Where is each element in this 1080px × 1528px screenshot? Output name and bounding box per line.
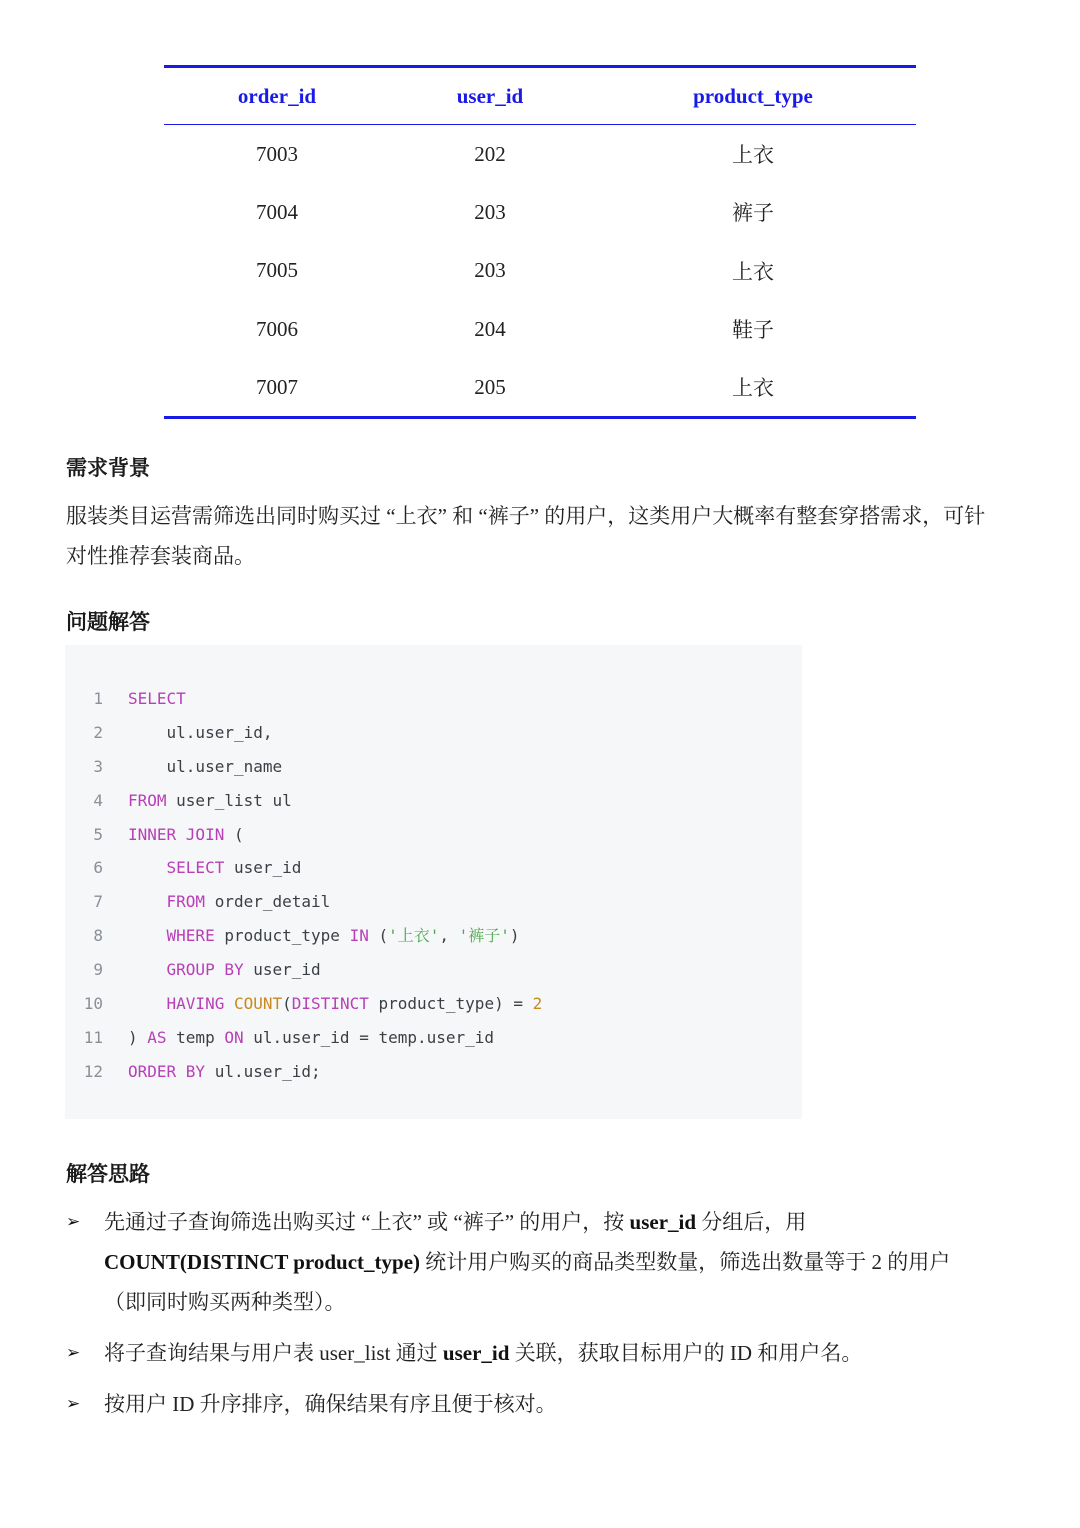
code-text: ul.user_id, (128, 722, 273, 742)
keyword: ON (224, 1027, 244, 1047)
code-line (65, 1021, 542, 1055)
keyword: SELECT (166, 858, 225, 878)
heading-answer: 问题解答 (66, 610, 150, 634)
keyword: FROM (166, 892, 206, 912)
keyword: HAVING (166, 994, 225, 1014)
keyword: FROM (128, 790, 167, 810)
code-text: ( (368, 926, 389, 946)
code-indent (128, 960, 167, 979)
bullet-item (66, 1202, 986, 1322)
code-text: ul.user_id; (205, 1061, 321, 1081)
code-text: ) (509, 926, 520, 946)
table-row (164, 358, 916, 418)
code-line (65, 818, 542, 852)
code-indent (128, 994, 167, 1013)
bullet-item (66, 1384, 986, 1424)
table-header-row (164, 67, 916, 125)
code-line (65, 919, 542, 953)
code-line (65, 716, 542, 750)
cell-order-id: 7005 (256, 258, 298, 283)
arrow-bullet-icon: ➢ (66, 1343, 81, 1363)
table-row (164, 242, 916, 300)
code-text: temp (166, 1027, 225, 1047)
cell-user-id: 202 (474, 141, 506, 166)
cell-order-id: 7006 (256, 316, 298, 341)
line-number: 10 (83, 994, 103, 1014)
string-literal: '上衣' (388, 926, 440, 946)
bullet-text: 按用户 ID 升序排序，确保结果有序且便于核对。 (104, 1392, 557, 1416)
function-name: COUNT (233, 994, 283, 1014)
cell-product-type: 上衣 (732, 259, 774, 284)
cell-product-type: 上衣 (732, 376, 774, 401)
heading-background: 需求背景 (66, 456, 150, 480)
code-text: , (439, 926, 459, 946)
code-line (65, 885, 542, 919)
keyword: SELECT (128, 689, 186, 708)
cell-user-id: 204 (474, 316, 506, 341)
table-row (164, 125, 916, 184)
keyword: DISTINCT (291, 994, 369, 1014)
column-header-product-type: product_type (590, 67, 916, 125)
line-number: 1 (93, 689, 103, 708)
code-text: product_type (214, 926, 350, 946)
line-number: 4 (93, 790, 103, 810)
keyword: AS (147, 1027, 167, 1047)
bullet-item (66, 1333, 986, 1373)
code-line (65, 851, 542, 885)
line-number: 11 (83, 1027, 103, 1047)
column-header-user-id: user_id (390, 67, 590, 125)
code-text: product_type) = (368, 994, 533, 1014)
cell-product-type: 鞋子 (732, 318, 774, 343)
code-text (224, 994, 234, 1013)
code-block (65, 645, 802, 1119)
arrow-bullet-icon: ➢ (66, 1394, 81, 1414)
cell-user-id: 205 (474, 374, 506, 399)
code-indent (128, 892, 167, 911)
code-line (65, 1055, 542, 1089)
code-text: ul.user_name (128, 756, 283, 776)
code-text: user_id (224, 858, 302, 878)
line-number: 2 (93, 722, 103, 742)
line-number: 7 (93, 892, 103, 912)
line-number: 3 (93, 756, 103, 776)
code-text: ( (224, 824, 244, 844)
code-line (65, 987, 542, 1021)
code-text: ) (128, 1027, 148, 1047)
table-row (164, 183, 916, 241)
cell-order-id: 7007 (256, 374, 298, 399)
code-text: order_detail (205, 892, 331, 912)
code-line (65, 682, 542, 716)
arrow-bullet-icon: ➢ (66, 1212, 81, 1232)
line-number: 8 (93, 926, 103, 946)
code-line (65, 784, 542, 818)
cell-user-id: 203 (474, 199, 506, 224)
heading-approach: 解答思路 (66, 1162, 150, 1186)
number-literal: 2 (532, 994, 543, 1014)
column-header-order-id: order_id (164, 67, 390, 125)
code-indent (128, 858, 167, 877)
cell-product-type: 上衣 (732, 143, 774, 168)
keyword: INNER JOIN (128, 824, 225, 844)
code-text: ( (282, 994, 292, 1014)
string-literal: '裤子' (458, 926, 510, 946)
line-number: 5 (93, 824, 103, 844)
line-number: 12 (83, 1061, 103, 1081)
keyword: IN (349, 926, 369, 946)
bullet-text: 先通过子查询筛选出购买过 “上衣” 或 “裤子” 的用户，按 user_id 分组后，用 COUNT(DISTINCT product_type) 统计用户购买的商品类型数量，筛选出数量等于 2 的用户（即同时购买两种类型）。 (104, 1210, 951, 1314)
cell-order-id: 7003 (256, 141, 298, 166)
cell-product-type: 裤子 (732, 201, 774, 226)
cell-user-id: 203 (474, 258, 506, 283)
code-lines (65, 682, 542, 1089)
line-number: 9 (93, 960, 103, 980)
code-line (65, 750, 542, 784)
bullet-text: 将子查询结果与用户表 user_list 通过 user_id 关联，获取目标用户的 ID 和用户名。 (104, 1341, 863, 1365)
code-indent (128, 926, 167, 945)
background-paragraph: 服装类目运营需筛选出同时购买过 “上衣” 和 “裤子” 的用户，这类用户大概率有整套穿搭需求，可针对性推荐套装商品。 (66, 504, 986, 568)
order-table (164, 65, 916, 419)
table-row (164, 300, 916, 358)
code-line (65, 953, 542, 987)
keyword: GROUP BY (166, 960, 244, 980)
code-text: ul.user_id = temp.user_id (243, 1027, 495, 1047)
keyword: WHERE (166, 926, 215, 946)
cell-order-id: 7004 (256, 199, 298, 224)
code-text: user_id (243, 960, 321, 980)
line-number: 6 (93, 858, 103, 878)
code-text: user_list ul (166, 790, 292, 810)
keyword: ORDER BY (128, 1061, 206, 1081)
